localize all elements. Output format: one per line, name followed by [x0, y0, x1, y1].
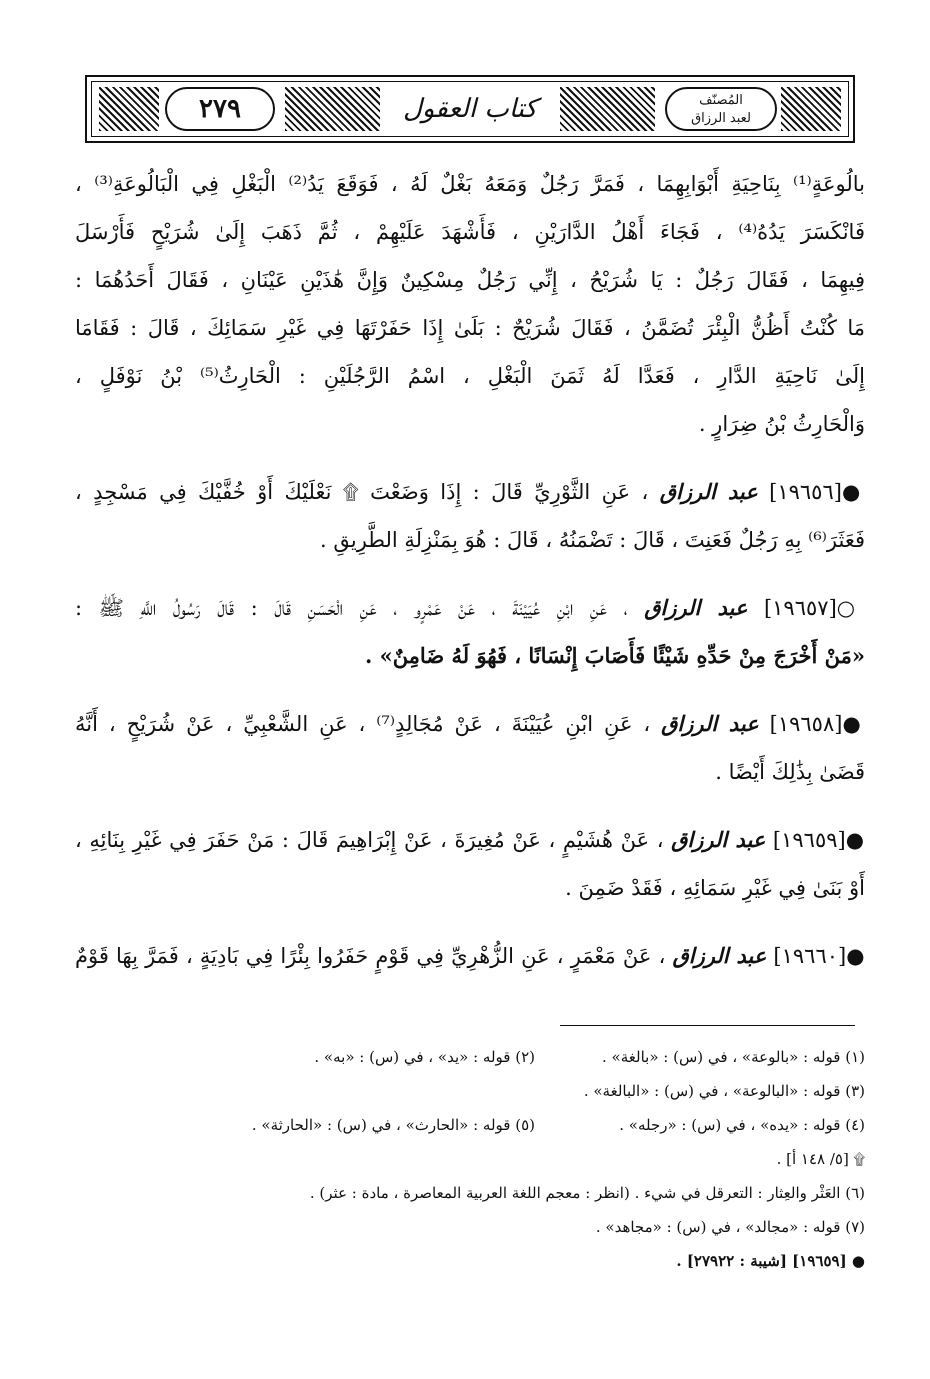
text-line: فَانْكَسَرَ يَدُهُ⁽⁴⁾ ، فَجَاءَ أَهْلُ الدَّارَيْنِ ، فَأَشْهَدَ عَلَيْهِمْ ، ثُمَّ ذَهَبَ إِلَىٰ شُرَيْحٍ فَأَرْسَلَ — [75, 220, 865, 244]
entry-text-cont: قَضَىٰ بِذَٰلِكَ أَيْضًا . — [715, 760, 865, 784]
ornament-right — [781, 87, 841, 131]
footnote-divider — [560, 1025, 855, 1026]
page-number: ٢٧٩ — [165, 87, 275, 131]
footnote-5: (٥) قوله : «الحارث» ، في (س) : «الحارثة» . — [251, 1116, 535, 1134]
entry-number: [١٩٦٦٠] — [773, 944, 847, 968]
entry-bullet: ● — [846, 943, 865, 968]
entry-text: ، عَنِ ابْنِ عُيَيْنَةَ ، عَنْ مُجَالِدٍ⁽⁷⁾ ، عَنِ الشَّعْبِيِّ ، عَنْ شُرَيْحٍ ، أَنَّهُ — [75, 712, 651, 736]
ornament-right-inner — [560, 87, 655, 131]
entry-text: ، عَنِ الثَّوْرِيِّ قَالَ : إِذَا وَضَعْتَ ۩ نَعْلَيْكَ أَوْ خُفَّيْكَ فِي مَسْجِدٍ ، — [75, 480, 649, 504]
text-line: مَا كُنْتُ أَظُنُّ الْبِئْرَ تُضَمَّنُ ، فَقَالَ شُرَيْحٌ : بَلَىٰ إِذَا حَفَرْتَهَا فِي غَيْرِ سَمَائِكَ ، قَالَ : فَقَامَا — [75, 316, 865, 340]
ornament-left — [99, 87, 159, 131]
text-line: بالُوعَةٍ⁽¹⁾ بِنَاحِيَةِ أَبْوَابِهِمَا ، فَمَرَّ رَجُلٌ وَمَعَهُ بَغْلٌ لَهُ ، فَوَقَعَ يَدُ⁽²⁾ الْبَغْلِ فِي الْبَالُوعَةِ⁽³⁾ ، — [75, 172, 865, 196]
seal-line-2: لعبد الرزاق — [691, 111, 751, 126]
hadith-entry-19656 — [75, 468, 865, 564]
entry-text-cont: أَوْ بَنَىٰ فِي غَيْرِ سَمَائِهِ ، فَقَدْ ضَمِنَ . — [565, 876, 865, 900]
entry-text: ، عَنِ ابْنِ عُيَيْنَةَ ، عَنْ عَمْرٍو ، عَنِ الْحَسَنِ قَالَ : قَالَ رَسُولُ اللَّهِ ﷺ : — [75, 596, 628, 620]
entry-bullet: ○ — [836, 595, 865, 620]
entry-number: [١٩٦٥٦] — [769, 480, 842, 504]
entry-number: [١٩٦٥٨] — [769, 712, 843, 736]
entry-number: [١٩٦٥٩] — [772, 828, 846, 852]
entry-author: عبد الرزاق — [644, 595, 748, 620]
cross-reference: ● [١٩٦٥٩] [شيبة : ٢٧٩٢٢] . — [676, 1252, 865, 1270]
entry-text: ، عَنْ مَعْمَرٍ ، عَنِ الزُّهْرِيِّ فِي قَوْمٍ حَفَرُوا بِئْرًا فِي بَادِيَةٍ ، فَمَرَّ بِهَا قَوْمٌ — [75, 944, 666, 968]
entry-author: عبد الرزاق — [661, 711, 759, 736]
entry-text-cont: فَعَثَرَ⁽⁶⁾ بِهِ رَجُلٌ فَعَنِتَ ، قَالَ : تَضْمَنُهُ ، قَالَ : هُوَ بِمَنْزِلَةِ الطَّرِيقِ . — [319, 528, 865, 552]
footnote-3: (٣) قوله : «البالوعة» ، في (س) : «البالغة» . — [583, 1082, 865, 1100]
hadith-entry-19659 — [75, 816, 865, 912]
book-title: كتاب العقول — [385, 85, 555, 133]
entry-bullet: ● — [841, 479, 865, 504]
ornament-left-inner — [285, 87, 380, 131]
entry-number: [١٩٦٥٧] — [763, 596, 837, 620]
entry-author: عبد الرزاق — [672, 943, 767, 968]
entry-author: عبد الرزاق — [659, 479, 758, 504]
footnotes — [75, 1040, 865, 1278]
text-line: فِيهِمَا ، فَقَالَ رَجُلٌ : يَا شُرَيْحُ ، إِنِّي رَجُلٌ مِسْكِينٌ وَإِنَّ هَٰذَيْنِ عَيْنَانِ ، فَقَالَ أَحَدُهُمَا : — [75, 268, 865, 292]
text-line: إِلَىٰ نَاحِيَةِ الدَّارِ ، فَعَدَّا لَهُ ثَمَنَ الْبَغْلِ ، اسْمُ الرَّجُلَيْنِ : الْحَارِثُ⁽⁵⁾ بْنُ نَوْفَلٍ ، — [75, 364, 865, 388]
page-header — [85, 75, 855, 143]
entry-bullet: ● — [845, 827, 865, 852]
seal-line-1: المُصنّف — [699, 93, 743, 108]
folio-marker: ۩ [٥/ ١٤٨ أ] . — [776, 1150, 865, 1168]
entry-text-cont: «مَنْ أَخْرَجَ مِنْ حَدِّهِ شَيْئًا فَأَصَابَ إِنْسَانًا ، فَهُوَ لَهُ ضَامِنٌ» . — [364, 643, 865, 668]
author-seal — [665, 87, 777, 131]
footnote-4: (٤) قوله : «يده» ، في (س) : «رجله» . — [619, 1116, 865, 1134]
footnote-6: (٦) العَثْر والعِثار : التعرقل في شيء . (انظر : معجم اللغة العربية المعاصرة ، مادة : عثر) . — [309, 1184, 865, 1202]
entry-author: عبد الرزاق — [671, 827, 766, 852]
hadith-entry-19657 — [75, 584, 865, 680]
main-text — [75, 160, 865, 980]
footnote-2: (٢) قوله : «يد» ، في (س) : «به» . — [314, 1048, 535, 1066]
hadith-entry-19658 — [75, 700, 865, 796]
entry-text: ، عَنْ هُشَيْمٍ ، عَنْ مُغِيرَةَ ، عَنْ إِبْرَاهِيمَ قَالَ : مَنْ حَفَرَ فِي غَيْرِ بِنَائِهِ ، — [75, 828, 664, 852]
footnote-1: (١) قوله : «بالوعة» ، في (س) : «بالغة» . — [602, 1048, 865, 1066]
footnote-7: (٧) قوله : «مجالد» ، في (س) : «مجاهد» . — [595, 1218, 865, 1236]
entry-bullet: ● — [842, 711, 865, 736]
text-line: وَالْحَارِثُ بْنُ ضِرَارٍ . — [698, 412, 865, 436]
hadith-entry-19660 — [75, 932, 865, 980]
